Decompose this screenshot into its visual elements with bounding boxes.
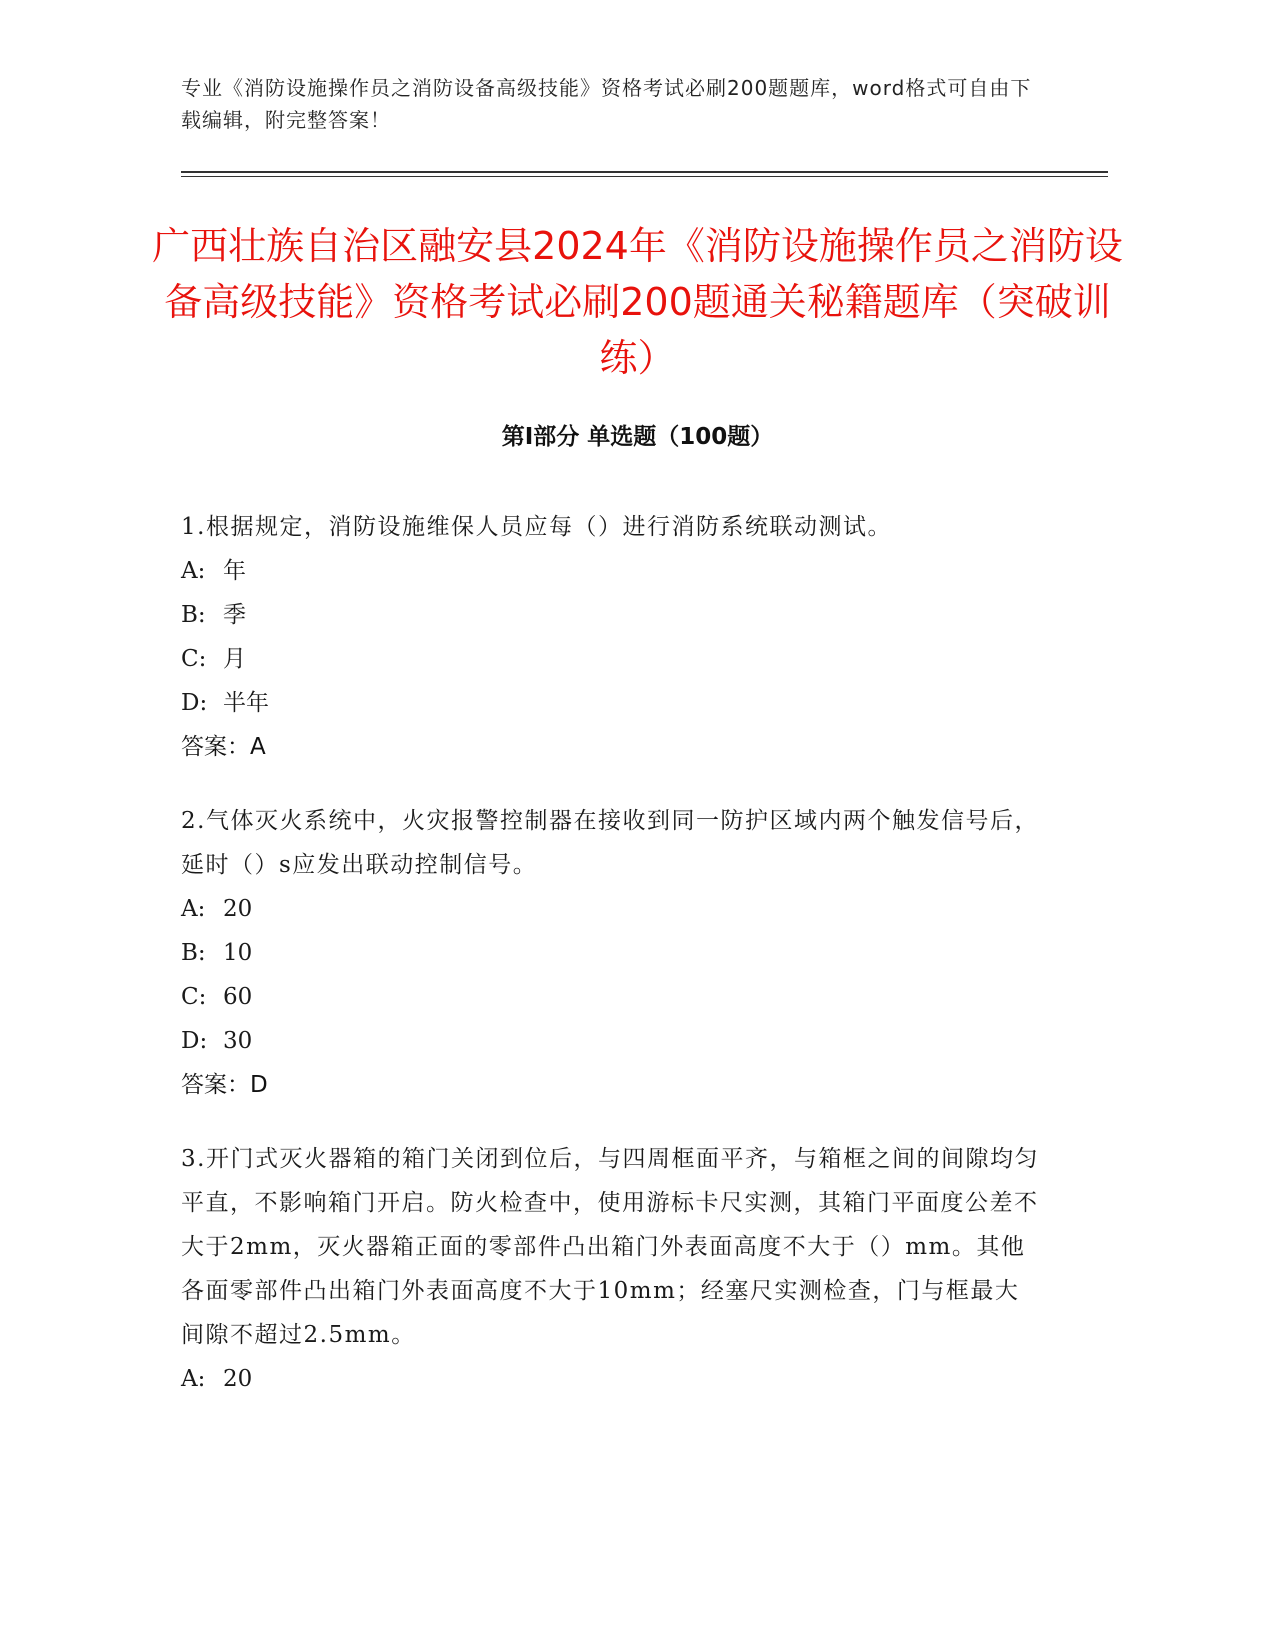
option-letter: A: xyxy=(181,558,206,584)
answer-line xyxy=(181,725,1041,769)
header-note: 专业《消防设施操作员之消防设备高级技能》资格考试必刷200题题库，word格式可自由下载编辑，附完整答案！ xyxy=(181,76,1032,132)
option-text: 10 xyxy=(223,940,253,966)
option-letter: A: xyxy=(181,896,206,922)
option-a xyxy=(181,887,1041,931)
question-3 xyxy=(181,1137,1041,1401)
header-divider-thick xyxy=(181,171,1108,173)
document-title: 广西壮族自治区融安县2024年《消防设施操作员之消防设备高级技能》资格考试必刷200题通关秘籍题库（突破训练） xyxy=(152,224,1123,380)
option-letter: D: xyxy=(181,1028,208,1054)
option-text: 半年 xyxy=(223,690,269,716)
option-c xyxy=(181,975,1041,1019)
section-title: 第Ⅰ部分 单选题（100题） xyxy=(501,424,774,450)
question-text: 3.开门式灭火器箱的箱门关闭到位后，与四周框面平齐，与箱框之间的间隙均匀平直，不影响箱门开启。防火检查中，使用游标卡尺实测，其箱门平面度公差不大于2mm，灭火器箱正面的零部件凸出箱门外表面高度不大于（）mm。其他各面零部件凸出箱门外表面高度不大于10mm；经塞尺实测检查，门与框最大间隙不超过2.5mm。 xyxy=(181,1146,1039,1348)
option-letter: B: xyxy=(181,602,206,628)
answer-line xyxy=(181,1063,1041,1107)
option-a xyxy=(181,1357,1041,1401)
question-text: 1.根据规定，消防设施维保人员应每（）进行消防系统联动测试。 xyxy=(181,514,892,540)
answer-prefix: 答案： xyxy=(181,734,250,760)
option-text: 季 xyxy=(223,602,246,628)
option-letter: C: xyxy=(181,646,207,672)
option-b xyxy=(181,931,1041,975)
option-letter: C: xyxy=(181,984,207,1010)
question-text: 2.气体灭火系统中，火灾报警控制器在接收到同一防护区域内两个触发信号后，延时（）s应发出联动控制信号。 xyxy=(181,808,1039,878)
option-text: 20 xyxy=(223,1366,253,1392)
header-divider-thin xyxy=(181,176,1108,177)
option-letter: B: xyxy=(181,940,206,966)
option-text: 月 xyxy=(223,646,246,672)
question-2 xyxy=(181,799,1041,1107)
option-letter: A: xyxy=(181,1366,206,1392)
answer-prefix: 答案： xyxy=(181,1072,250,1098)
option-text: 20 xyxy=(223,896,253,922)
option-text: 30 xyxy=(223,1028,253,1054)
option-text: 60 xyxy=(223,984,253,1010)
answer-value: A xyxy=(250,734,266,760)
option-letter: D: xyxy=(181,690,208,716)
option-a xyxy=(181,549,1041,593)
option-b xyxy=(181,593,1041,637)
option-c xyxy=(181,637,1041,681)
option-d xyxy=(181,681,1041,725)
question-1 xyxy=(181,505,1041,769)
answer-value: D xyxy=(250,1072,268,1098)
option-text: 年 xyxy=(223,558,246,584)
option-d xyxy=(181,1019,1041,1063)
question-list xyxy=(181,505,1041,1431)
